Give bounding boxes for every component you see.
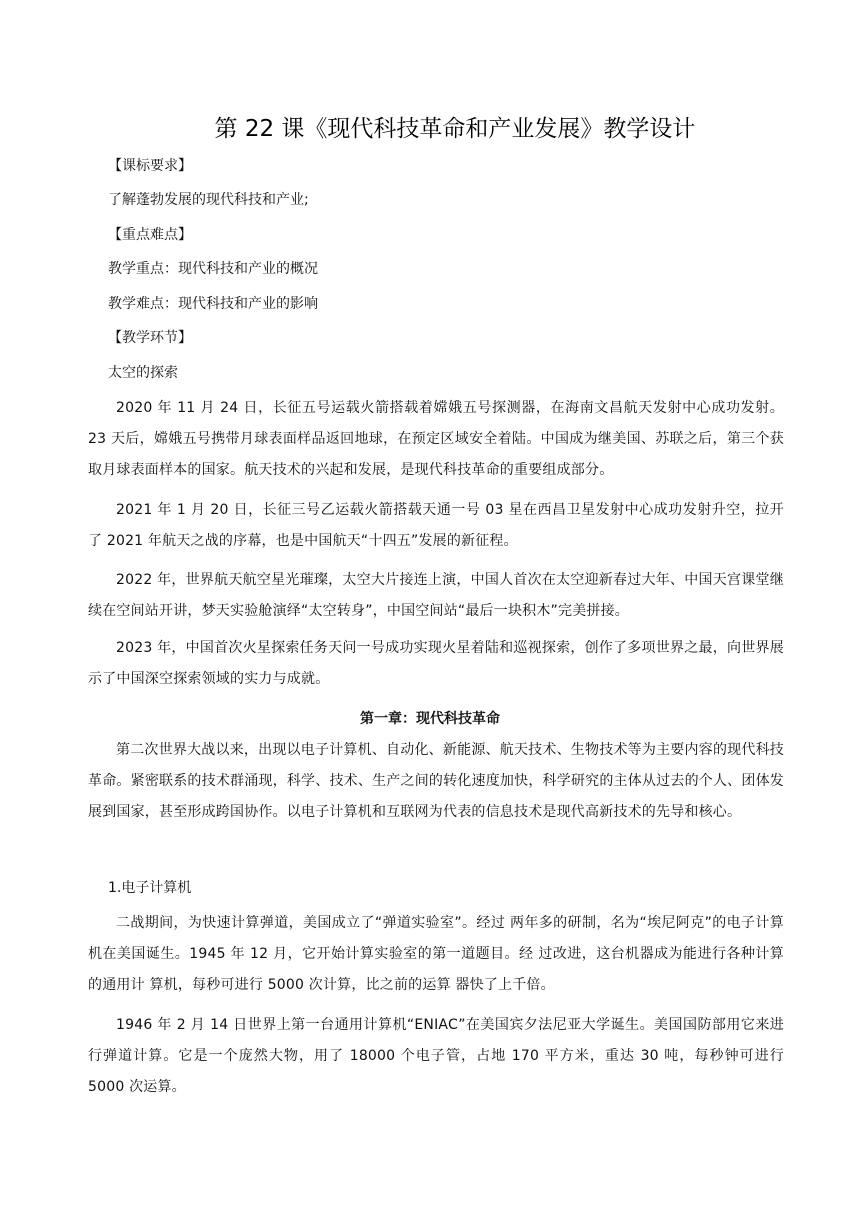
space-heading: 太空的探索 xyxy=(108,365,178,381)
key-point-text: 教学重点：现代科技和产业的概况 xyxy=(108,261,318,277)
paragraph-2021: 2021 年 1 月 20 日，长征三号乙运载火箭搭载天通一号 03 星在西昌卫星发射中心成功发射升空，拉开了 2021 年航天之战的序幕，也是中国航天“十四五”发展的新征程。 xyxy=(88,502,784,549)
paragraph-2023: 2023 年，中国首次火星探索任务天问一号成功实现火星着陆和巡视探索，创作了多项世界之最，向世界展示了中国深空探索领域的实力与成就。 xyxy=(88,640,784,687)
paragraph-2022: 2022 年，世界航天航空星光璀璨，太空大片接连上演，中国人首次在太空迎新春过大年、中国天宫课堂继续在空间站开讲，梦天实验舱演绎“太空转身”，中国空间站“最后一块积木”完美拼接。 xyxy=(88,572,784,619)
standard-text: 了解蓬勃发展的现代科技和产业; xyxy=(108,192,309,208)
paragraph-eniac-2: 1946 年 2 月 14 日世界上第一台通用计算机“ENIAC”在美国宾夕法尼亚大学诞生。美国国防部用它来进行弹道计算。它是一个庞然大物，用了 18000 个电子管，占地 170 平方米，重达 30 吨，每秒钟可进行 5000 次运算。 xyxy=(88,1017,784,1095)
paragraph-2020: 2020 年 11 月 24 日，长征五号运载火箭搭载着嫦娥五号探测器，在海南文昌航天发射中心成功发射。23 天后，嫦娥五号携带月球表面样品返回地球，在预定区域安全着陆。中国成为继美国、苏联之后，第三个获取月球表面样本的国家。航天技术的兴起和发展，是现代科技革命的重要组成部分。 xyxy=(88,400,784,478)
difficulty-text: 教学难点：现代科技和产业的影响 xyxy=(108,296,318,312)
steps-heading: 【教学环节】 xyxy=(108,330,192,346)
paragraph-eniac-1: 二战期间，为快速计算弹道，美国成立了“弹道实验室”。经过 两年多的研制，名为“埃尼阿克”的电子计算机在美国诞生。1945 年 12 月，它开始计算实验室的第一道题目。经 过改进，这台机器成为能进行各种计算的通用计 算机，每秒可进行 5000 次计算，比之前的运算 器快了上千倍。 xyxy=(88,915,784,993)
chapter-heading: 第一章：现代科技革命 xyxy=(360,711,500,727)
key-heading: 【重点难点】 xyxy=(108,227,192,243)
document-title: 第 22 课《现代科技革命和产业发展》教学设计 xyxy=(214,116,696,142)
paragraph-ww2: 第二次世界大战以来，出现以电子计算机、自动化、新能源、航天技术、生物技术等为主要内容的现代科技革命。紧密联系的技术群涌现，科学、技术、生产之间的转化速度加快，科学研究的主体从过去的个人、团体发展到国家，甚至形成跨国协作。以电子计算机和互联网为代表的信息技术是现代高新技术的先导和核心。 xyxy=(88,742,784,820)
computer-heading: 1.电子计算机 xyxy=(108,880,192,896)
standard-heading: 【课标要求】 xyxy=(108,158,192,174)
